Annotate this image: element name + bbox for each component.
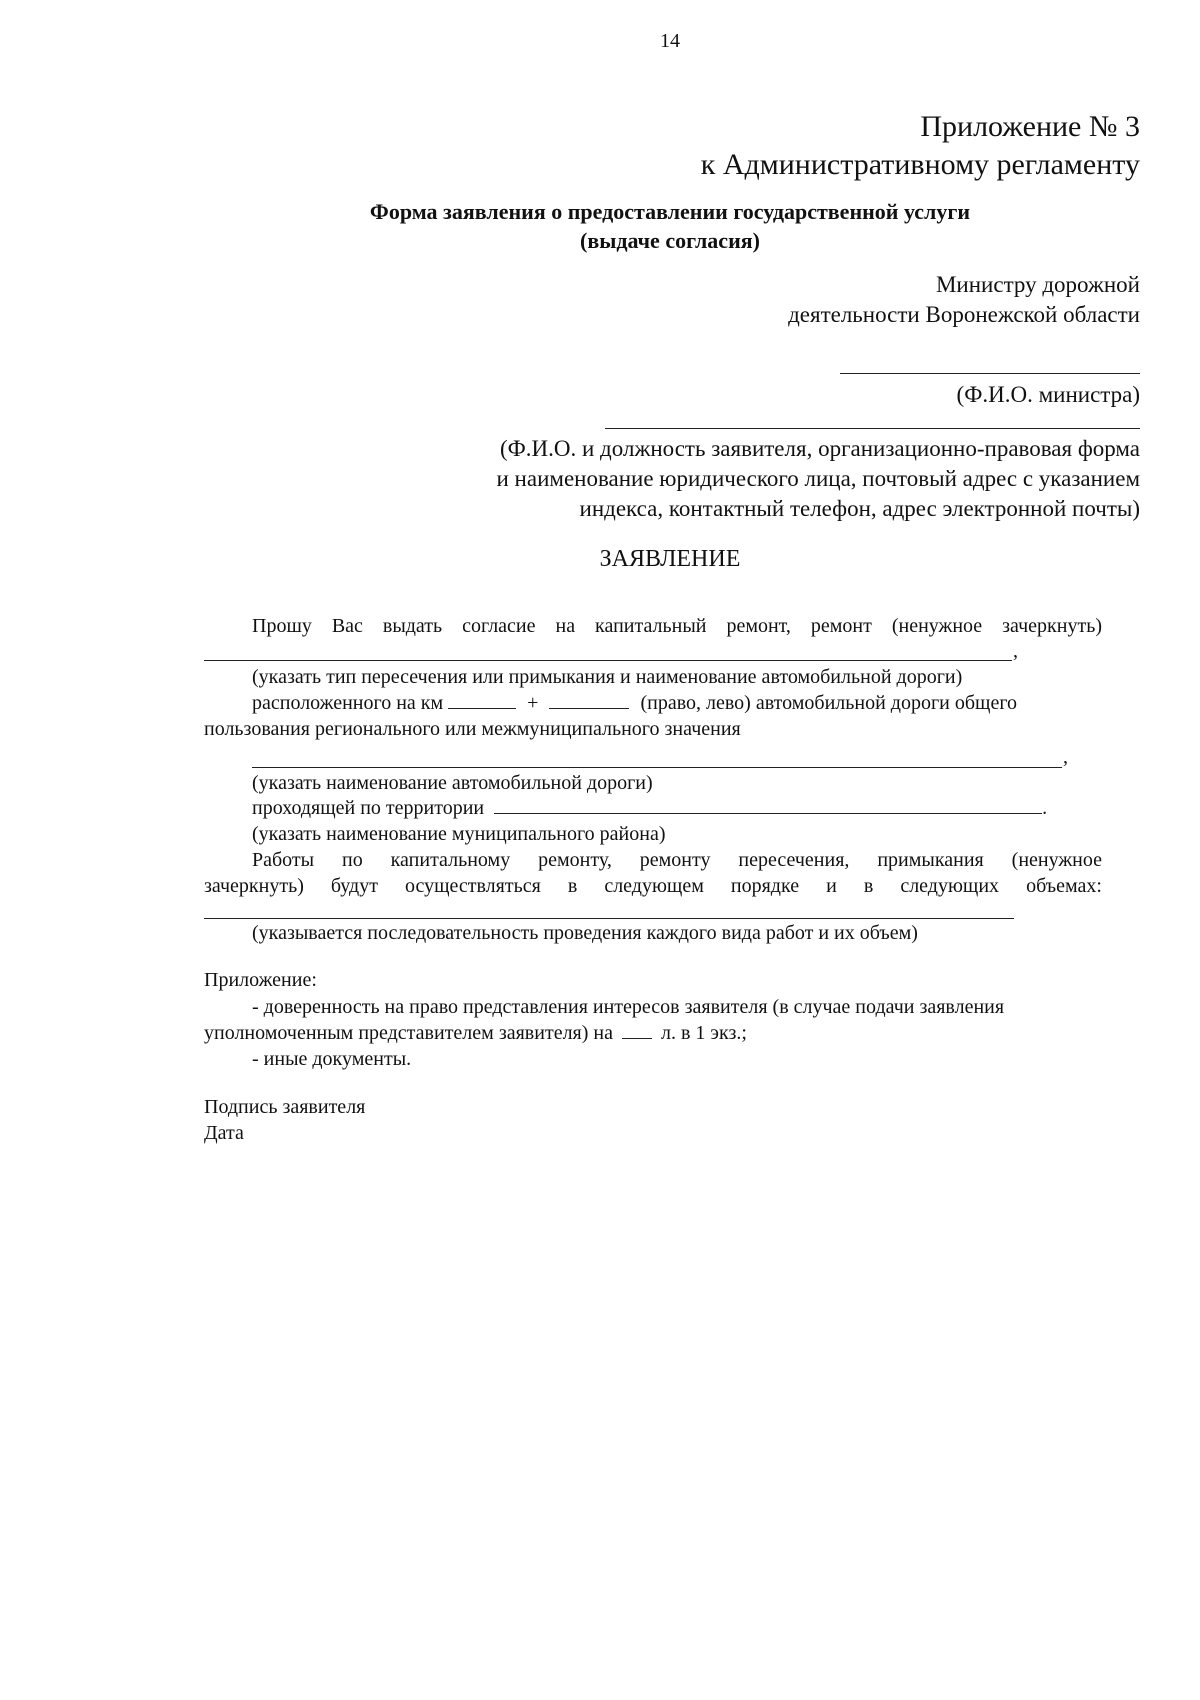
works-text-1	[252, 847, 1102, 873]
works-word: и	[826, 875, 837, 897]
sheets-count-blank	[622, 1020, 652, 1039]
works-word: порядке	[730, 875, 800, 897]
territory-line	[252, 795, 1047, 821]
intersection-comma: ,	[1013, 640, 1018, 662]
addressee-line-2: деятельности Воронежской области	[788, 302, 1140, 327]
works-word: капитальному	[390, 849, 511, 871]
annex-reference: к Административному регламенту	[700, 148, 1140, 181]
minister-name-blank	[840, 373, 1140, 374]
district-hint: (указать наименование муниципального района)	[252, 823, 666, 845]
works-word: объемах:	[1026, 875, 1102, 897]
works-word: по	[342, 849, 363, 871]
works-word: Работы	[252, 849, 315, 871]
request-word: Вас	[331, 615, 363, 637]
works-word: примыкания	[877, 849, 984, 871]
works-word: ремонту,	[538, 849, 612, 871]
works-word: пересечения,	[738, 849, 850, 871]
sequence-hint: (указывается последовательность проведения каждого вида работ и их объем)	[252, 922, 918, 944]
request-word: зачеркнуть)	[1002, 615, 1102, 637]
request-word: ремонт	[810, 615, 872, 637]
road-name-blank	[252, 767, 1062, 768]
road-comma: ,	[1063, 746, 1068, 768]
works-word: в	[863, 875, 874, 897]
request-word: выдать	[382, 615, 443, 637]
request-word: капитальный	[595, 615, 707, 637]
works-word: зачеркнуть)	[204, 875, 304, 897]
request-word: (ненужное	[891, 615, 983, 637]
territory-prefix: проходящей по территории	[252, 797, 485, 819]
request-word: согласие	[462, 615, 536, 637]
applicant-caption-2: и наименование юридического лица, почтовый адрес с указанием	[496, 466, 1140, 491]
territory-blank	[494, 795, 1042, 814]
territory-period: .	[1042, 797, 1048, 819]
works-blank	[204, 918, 1014, 919]
location-prefix: расположенного на км	[252, 692, 444, 714]
works-word: следующих	[900, 875, 1000, 897]
request-word: ремонт,	[726, 615, 791, 637]
date-label: Дата	[204, 1122, 244, 1144]
attachments-heading: Приложение:	[204, 969, 317, 991]
form-subtitle: (выдаче согласия)	[580, 228, 760, 253]
km-blank	[448, 690, 516, 709]
request-text	[252, 613, 1102, 639]
request-word: Прошу	[252, 615, 312, 637]
intersection-blank	[204, 660, 1012, 661]
annex-number: Приложение № 3	[920, 110, 1140, 143]
attachment-item-1-cont	[204, 1020, 747, 1046]
attachment-item-1: - доверенность на право представления интересов заявителя (в случае подачи заявления	[252, 996, 1005, 1018]
minister-caption: (Ф.И.О. министра)	[956, 382, 1140, 407]
addressee-line-1: Министру дорожной	[935, 272, 1140, 297]
applicant-blank	[605, 428, 1140, 429]
attachment-item-1-prefix: уполномоченным представителем заявителя) на	[204, 1022, 613, 1044]
statement-title: ЗАЯВЛЕНИЕ	[599, 546, 741, 572]
signature-label: Подпись заявителя	[204, 1096, 366, 1118]
location-suffix: (право, лево) автомобильной дороги общего	[640, 692, 1018, 714]
road-hint: (указать наименование автомобильной дороги)	[252, 772, 653, 794]
works-word: (ненужное	[1011, 849, 1102, 871]
works-word: следующем	[604, 875, 704, 897]
form-title: Форма заявления о предоставлении государственной услуги	[369, 199, 971, 224]
request-word: на	[555, 615, 576, 637]
works-word: будут	[330, 875, 378, 897]
attachment-item-1-suffix: л. в 1 экз.;	[660, 1022, 747, 1044]
offset-blank	[549, 690, 629, 709]
location-line	[252, 690, 1017, 716]
works-word: в	[567, 875, 578, 897]
intersection-hint: (указать тип пересечения или примыкания и наименование автомобильной дороги)	[252, 666, 963, 688]
location-line-2: пользования регионального или межмуниципального значения	[204, 718, 741, 740]
plus-sign: +	[527, 692, 539, 714]
applicant-caption-1: (Ф.И.О. и должность заявителя, организационно-правовая форма	[499, 436, 1140, 461]
works-word: осуществляться	[405, 875, 541, 897]
works-word: ремонту	[639, 849, 711, 871]
applicant-caption-3: индекса, контактный телефон, адрес электронной почты)	[579, 496, 1140, 521]
attachment-item-2: - иные документы.	[252, 1048, 412, 1070]
works-text-2	[204, 873, 1102, 899]
page-number: 14	[660, 30, 680, 52]
